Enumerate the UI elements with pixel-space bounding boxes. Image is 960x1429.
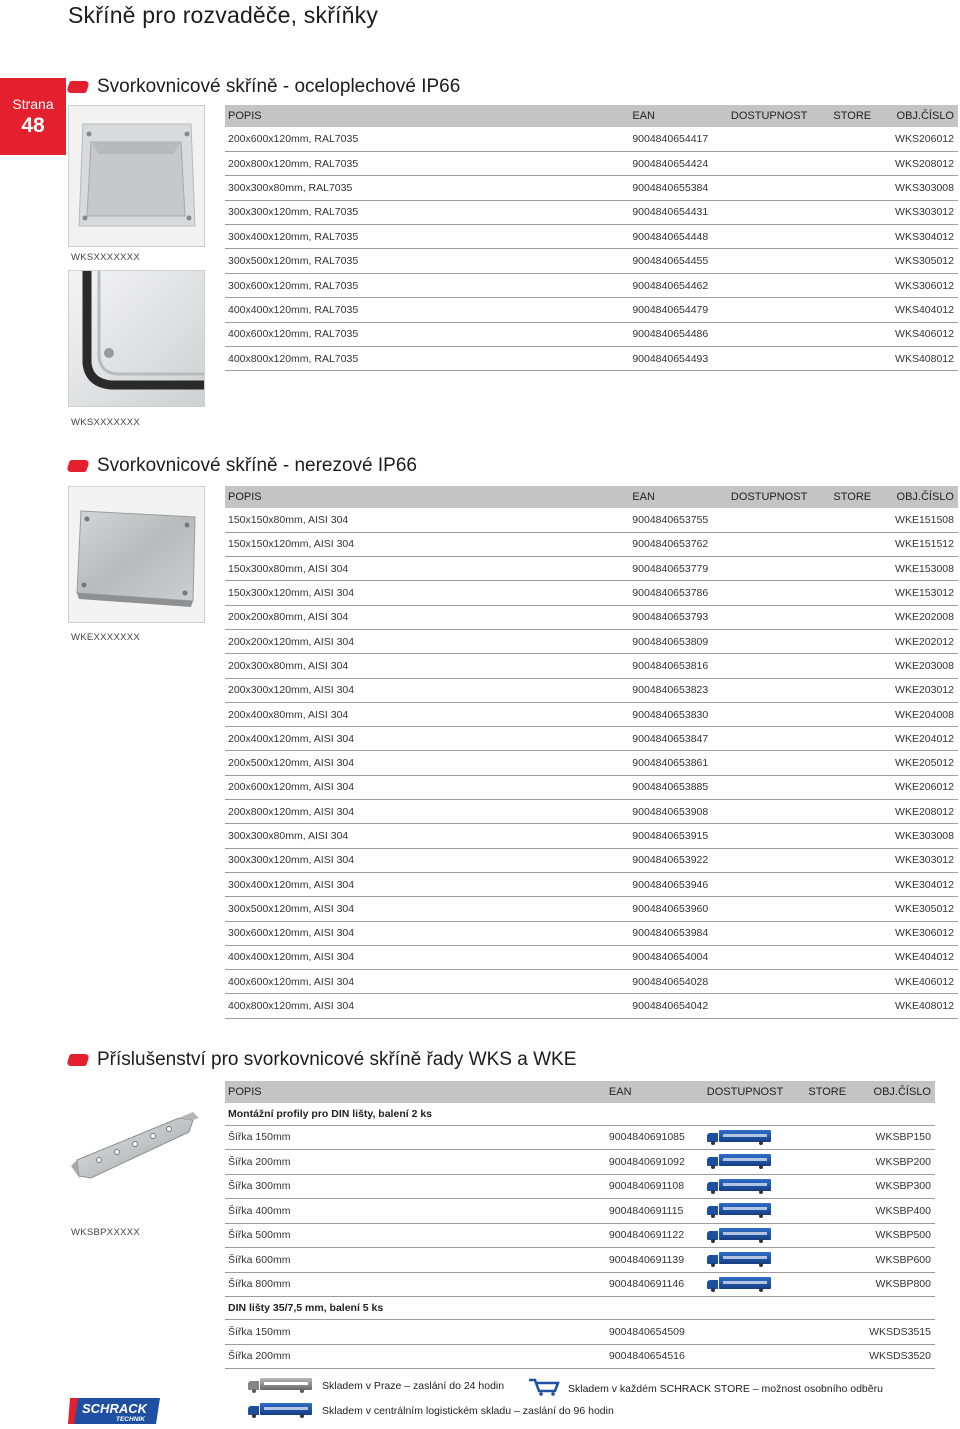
section-bullet-icon: [66, 1054, 90, 1066]
cell-store: [805, 1248, 866, 1273]
table-row: [225, 629, 958, 653]
mounting-profile-image: [68, 1081, 205, 1218]
cell-popis: 300x300x120mm, RAL7035: [228, 206, 359, 219]
cell-store: [830, 945, 892, 969]
cell-dostupnost: [704, 1344, 806, 1369]
white-truck-icon: [248, 1378, 314, 1393]
cell-store: [830, 532, 892, 556]
cell-ean: 9004840654431: [632, 206, 709, 219]
cell-store: [830, 994, 892, 1018]
col-store: STORE: [805, 1081, 866, 1103]
steel-enclosure-image: [68, 105, 205, 247]
blue-truck-icon: [707, 1154, 773, 1169]
cell-popis: 200x500x120mm, AISI 304: [228, 757, 355, 770]
cell-popis: 150x150x120mm, AISI 304: [228, 538, 355, 551]
cell-popis: 200x300x80mm, AISI 304: [228, 659, 349, 672]
cell-store: [830, 347, 892, 371]
cell-ean: 9004840653984: [632, 927, 709, 940]
cell-store: [830, 848, 892, 872]
cell-obj-cislo: WKE203008: [895, 659, 954, 672]
cell-obj-cislo: WKS305012: [895, 255, 954, 268]
cell-dostupnost: [704, 1223, 806, 1248]
cell-ean: 9004840654004: [632, 951, 709, 964]
logo-subtext: TECHNIK: [116, 1416, 145, 1423]
cell-obj-cislo: WKE151512: [895, 538, 954, 551]
cell-ean: 9004840654493: [632, 352, 709, 365]
cell-popis: 300x400x120mm, RAL7035: [228, 230, 359, 243]
cell-store: [830, 824, 892, 848]
cell-store: [830, 322, 892, 346]
schrack-logo: [68, 1398, 160, 1424]
accessory-code-label: WKSBPXXXXX: [71, 1227, 140, 1238]
table-row: [225, 605, 958, 629]
cell-ean: 9004840653830: [632, 708, 709, 721]
table-row: [225, 1199, 935, 1224]
cell-dostupnost: [728, 322, 831, 346]
cell-popis: 300x600x120mm, AISI 304: [228, 927, 355, 940]
steel-seal-image: [68, 270, 205, 407]
cell-popis: 200x800x120mm, RAL7035: [228, 157, 359, 170]
cell-ean: 9004840654516: [608, 1350, 685, 1363]
steel-code-label-2: WKSXXXXXXX: [71, 417, 140, 428]
cell-ean: 9004840653793: [632, 611, 709, 624]
col-store: STORE: [830, 486, 892, 508]
col-popis: POPIS: [225, 105, 629, 127]
cell-dostupnost: [728, 970, 831, 994]
cell-ean: 9004840653908: [632, 805, 709, 818]
cell-obj-cislo: WKS404012: [895, 303, 954, 316]
cell-store: [830, 557, 892, 581]
cell-ean: 9004840691146: [608, 1278, 685, 1291]
cell-obj-cislo: WKS306012: [895, 279, 954, 292]
cell-popis: Šířka 500mm: [228, 1229, 291, 1242]
table-row: [225, 994, 958, 1018]
cell-store: [805, 1320, 866, 1345]
cell-obj-cislo: WKS206012: [895, 132, 954, 145]
subheading-text: Montážní profily pro DIN lišty, balení 2 ks: [228, 1107, 433, 1120]
cell-ean: 9004840653885: [632, 781, 709, 794]
subheading-text: DIN lišty 35/7,5 mm, balení 5 ks: [228, 1302, 384, 1314]
cell-dostupnost: [704, 1125, 806, 1150]
cell-popis: 200x200x80mm, AISI 304: [228, 611, 349, 624]
table-row: [225, 872, 958, 896]
cell-ean: 9004840691108: [608, 1180, 685, 1193]
cell-popis: 300x600x120mm, RAL7035: [228, 279, 359, 292]
cell-obj-cislo: WKSBP300: [875, 1180, 931, 1193]
cell-ean: 9004840653816: [632, 659, 709, 672]
blue-truck-icon: [707, 1228, 773, 1243]
cell-obj-cislo: WKE208012: [895, 805, 954, 818]
table-row: [225, 751, 958, 775]
section-bullet-icon: [66, 460, 90, 472]
cell-dostupnost: [728, 727, 831, 751]
cell-obj-cislo: WKS208012: [895, 157, 954, 170]
cell-obj-cislo: WKS303008: [895, 181, 954, 194]
table-subheading-row: [225, 1297, 935, 1320]
cell-dostupnost: [728, 994, 831, 1018]
stainless-enclosure-image: [68, 486, 205, 623]
cell-popis: 150x150x80mm, AISI 304: [228, 513, 349, 526]
table-row: [225, 508, 958, 532]
table-row: [225, 727, 958, 751]
cell-ean: 9004840691122: [608, 1229, 685, 1242]
table-row: [225, 176, 958, 200]
cell-ean: 9004840653762: [632, 538, 709, 551]
cell-dostupnost: [728, 176, 831, 200]
cell-dostupnost: [728, 273, 831, 297]
cell-dostupnost: [728, 532, 831, 556]
cell-obj-cislo: WKS304012: [895, 230, 954, 243]
cell-popis: 150x300x80mm, AISI 304: [228, 562, 349, 575]
cell-store: [830, 872, 892, 896]
blue-truck-icon: [707, 1252, 773, 1267]
cell-popis: 200x300x120mm, AISI 304: [228, 684, 355, 697]
cell-popis: 400x800x120mm, RAL7035: [228, 352, 359, 365]
cell-store: [830, 298, 892, 322]
cell-store: [805, 1150, 866, 1175]
cell-dostupnost: [728, 824, 831, 848]
table-row: [225, 151, 958, 175]
steel-code-label: WKSXXXXXXX: [71, 252, 140, 263]
cell-obj-cislo: WKE204012: [895, 732, 954, 745]
table-row: [225, 800, 958, 824]
legend-prague: Skladem v Praze – zaslání do 24 hodin: [248, 1378, 504, 1393]
cell-obj-cislo: WKE406012: [895, 975, 954, 988]
cell-popis: Šířka 400mm: [228, 1204, 291, 1217]
cell-ean: 9004840654509: [608, 1325, 685, 1338]
cell-obj-cislo: WKSBP600: [875, 1253, 931, 1266]
cell-popis: 200x200x120mm, AISI 304: [228, 635, 355, 648]
cell-obj-cislo: WKSDS3520: [869, 1350, 931, 1363]
cell-ean: 9004840691115: [608, 1204, 684, 1217]
table-row: [225, 225, 958, 249]
col-ean: EAN: [606, 1081, 704, 1103]
shopping-cart-icon: [528, 1378, 560, 1399]
table-row: [225, 1272, 935, 1297]
table-row: [225, 1248, 935, 1273]
table-row: [225, 1150, 935, 1175]
table-row: [225, 921, 958, 945]
col-dostupnost: DOSTUPNOST: [728, 105, 831, 127]
table-row: [225, 298, 958, 322]
cell-dostupnost: [704, 1174, 806, 1199]
col-store: STORE: [830, 105, 892, 127]
cell-ean: 9004840653847: [632, 732, 709, 745]
cell-store: [830, 200, 892, 224]
cell-obj-cislo: WKE303012: [895, 854, 954, 867]
cell-dostupnost: [728, 629, 831, 653]
cell-dostupnost: [704, 1150, 806, 1175]
cell-ean: 9004840654486: [632, 328, 709, 341]
cell-dostupnost: [728, 848, 831, 872]
cell-obj-cislo: WKE408012: [895, 1000, 954, 1013]
cell-dostupnost: [728, 581, 831, 605]
cell-popis: 300x400x120mm, AISI 304: [228, 878, 355, 891]
table-row: [225, 127, 958, 151]
cell-popis: 150x300x120mm, AISI 304: [228, 587, 355, 600]
page-number: 48: [21, 114, 45, 137]
cell-popis: 200x600x120mm, RAL7035: [228, 132, 359, 145]
cell-store: [830, 678, 892, 702]
cell-store: [830, 581, 892, 605]
cell-dostupnost: [728, 200, 831, 224]
cell-obj-cislo: WKSBP150: [875, 1131, 931, 1144]
cell-popis: 200x800x120mm, AISI 304: [228, 805, 355, 818]
table-row: [225, 557, 958, 581]
blue-truck-icon: [707, 1179, 773, 1194]
table-row: [225, 654, 958, 678]
cell-store: [805, 1272, 866, 1297]
cell-dostupnost: [704, 1320, 806, 1345]
cell-ean: 9004840653779: [632, 562, 709, 575]
cell-obj-cislo: WKE153008: [895, 562, 954, 575]
table-row: [225, 581, 958, 605]
cell-store: [830, 702, 892, 726]
cell-obj-cislo: WKSBP200: [875, 1155, 931, 1168]
cell-obj-cislo: WKE205012: [895, 757, 954, 770]
cell-store: [830, 225, 892, 249]
cell-ean: 9004840653786: [632, 587, 709, 600]
table-row: [225, 970, 958, 994]
table-row: [225, 1223, 935, 1248]
cell-ean: 9004840653861: [632, 757, 709, 770]
blue-truck-icon: [707, 1130, 773, 1145]
cell-obj-cislo: WKE304012: [895, 878, 954, 891]
cell-dostupnost: [728, 249, 831, 273]
cell-store: [830, 897, 892, 921]
cell-popis: Šířka 600mm: [228, 1253, 291, 1266]
cell-dostupnost: [728, 751, 831, 775]
cell-store: [830, 751, 892, 775]
cell-dostupnost: [728, 654, 831, 678]
cell-store: [805, 1199, 866, 1224]
page-title: Skříně pro rozvaděče, skříňky: [68, 2, 379, 28]
cell-popis: 300x500x120mm, RAL7035: [228, 255, 359, 268]
cell-popis: Šířka 150mm: [228, 1131, 291, 1144]
table-row: [225, 1320, 935, 1345]
cell-store: [805, 1344, 866, 1369]
cell-ean: 9004840653922: [632, 854, 709, 867]
section-title-steel: Svorkovnicové skříně - oceloplechové IP66: [68, 75, 460, 99]
col-obj-cislo: OBJ.ČÍSLO: [892, 486, 958, 508]
cell-store: [830, 176, 892, 200]
cell-popis: 300x300x120mm, AISI 304: [228, 854, 355, 867]
cell-popis: 200x400x120mm, AISI 304: [228, 732, 355, 745]
stainless-enclosure-table: [225, 486, 958, 1019]
cell-popis: Šířka 200mm: [228, 1155, 291, 1168]
cell-store: [830, 508, 892, 532]
cell-ean: 9004840691139: [608, 1253, 685, 1266]
accessories-table: [225, 1081, 935, 1369]
col-popis: POPIS: [225, 486, 629, 508]
col-dostupnost: DOSTUPNOST: [728, 486, 831, 508]
cell-obj-cislo: WKE153012: [895, 587, 954, 600]
cell-ean: 9004840654455: [632, 255, 709, 268]
cell-ean: 9004840653823: [632, 684, 709, 697]
section-bullet-icon: [66, 81, 90, 93]
cell-store: [830, 629, 892, 653]
cell-store: [805, 1174, 866, 1199]
table-row: [225, 347, 958, 371]
table-row: [225, 249, 958, 273]
col-popis: POPIS: [225, 1081, 606, 1103]
cell-obj-cislo: WKS406012: [895, 328, 954, 341]
col-ean: EAN: [629, 486, 728, 508]
cell-obj-cislo: WKE206012: [895, 781, 954, 794]
cell-dostupnost: [728, 557, 831, 581]
cell-store: [830, 775, 892, 799]
cell-dostupnost: [728, 897, 831, 921]
page-number-tab: [0, 78, 66, 155]
cell-popis: 400x400x120mm, AISI 304: [228, 951, 355, 964]
cell-ean: 9004840654417: [632, 132, 709, 145]
cell-dostupnost: [728, 800, 831, 824]
table-row: [225, 322, 958, 346]
cell-dostupnost: [728, 702, 831, 726]
cell-ean: 9004840653755: [632, 513, 709, 526]
col-obj-cislo: OBJ.ČÍSLO: [866, 1081, 935, 1103]
cell-popis: 400x800x120mm, AISI 304: [228, 1000, 355, 1013]
page-tab-label: Strana: [12, 96, 54, 112]
cell-store: [830, 921, 892, 945]
table-row: [225, 1125, 935, 1150]
cell-store: [805, 1223, 866, 1248]
cell-ean: 9004840653809: [632, 635, 709, 648]
cell-store: [830, 151, 892, 175]
cell-ean: 9004840653946: [632, 878, 709, 891]
cell-ean: 9004840653960: [632, 902, 709, 915]
table-row: [225, 1174, 935, 1199]
table-row: [225, 775, 958, 799]
cell-ean: 9004840654042: [632, 1000, 709, 1013]
cell-popis: 300x500x120mm, AISI 304: [228, 902, 355, 915]
cell-obj-cislo: WKSBP500: [875, 1229, 931, 1242]
stainless-code-label: WKEXXXXXXX: [71, 632, 140, 643]
table-row: [225, 678, 958, 702]
col-obj-cislo: OBJ.ČÍSLO: [892, 105, 958, 127]
cell-popis: 300x300x80mm, RAL7035: [228, 181, 353, 194]
table-row: [225, 702, 958, 726]
legend-central: Skladem v centrálním logistickém skladu – zaslání do 96 hodin: [248, 1403, 614, 1418]
section-title-stainless: Svorkovnicové skříně - nerezové IP66: [68, 454, 417, 478]
cell-ean: 9004840691085: [608, 1131, 685, 1144]
cell-obj-cislo: WKSBP800: [875, 1278, 931, 1291]
cell-ean: 9004840653915: [632, 830, 709, 842]
cell-obj-cislo: WKE204008: [895, 708, 954, 721]
cell-ean: 9004840654424: [632, 157, 709, 170]
cell-dostupnost: [728, 347, 831, 371]
table-row: [225, 848, 958, 872]
cell-ean: 9004840691092: [608, 1155, 685, 1168]
cell-store: [830, 800, 892, 824]
cell-dostupnost: [728, 921, 831, 945]
cell-obj-cislo: WKE404012: [895, 951, 954, 964]
cell-dostupnost: [728, 298, 831, 322]
cell-obj-cislo: WKE151508: [895, 513, 954, 526]
cell-ean: 9004840655384: [632, 181, 709, 194]
cell-dostupnost: [704, 1272, 806, 1297]
cell-obj-cislo: WKE303008: [895, 830, 954, 842]
cell-popis: Šířka 300mm: [228, 1180, 291, 1193]
cell-obj-cislo: WKSBP400: [875, 1204, 931, 1217]
cell-ean: 9004840654028: [632, 975, 709, 988]
cell-popis: Šířka 150mm: [228, 1325, 291, 1338]
cell-obj-cislo: WKE203012: [895, 684, 954, 697]
col-ean: EAN: [629, 105, 728, 127]
table-subheading-row: [225, 1103, 935, 1125]
cell-store: [830, 727, 892, 751]
cell-obj-cislo: WKS303012: [895, 206, 954, 219]
cell-popis: 200x400x80mm, AISI 304: [228, 708, 349, 721]
cell-popis: Šířka 800mm: [228, 1278, 291, 1291]
cell-store: [830, 127, 892, 151]
cell-dostupnost: [704, 1248, 806, 1273]
cell-store: [830, 970, 892, 994]
table-row: [225, 200, 958, 224]
cell-store: [830, 249, 892, 273]
cell-obj-cislo: WKE202008: [895, 611, 954, 624]
cell-obj-cislo: WKS408012: [895, 352, 954, 365]
cell-dostupnost: [728, 508, 831, 532]
cell-popis: 400x600x120mm, RAL7035: [228, 328, 359, 341]
cell-obj-cislo: WKE305012: [895, 902, 954, 915]
cell-dostupnost: [728, 605, 831, 629]
table-header-row: [225, 486, 958, 508]
cell-dostupnost: [728, 225, 831, 249]
table-row: [225, 824, 958, 848]
section-title-accessories: Příslušenství pro svorkovnicové skříně řady WKS a WKE: [68, 1048, 576, 1072]
cell-ean: 9004840654479: [632, 303, 709, 316]
blue-truck-icon: [707, 1277, 773, 1292]
table-header-row: [225, 1081, 935, 1103]
table-row: [225, 897, 958, 921]
cell-popis: 400x600x120mm, AISI 304: [228, 975, 355, 988]
blue-truck-icon: [248, 1403, 314, 1418]
cell-obj-cislo: WKE202012: [895, 635, 954, 648]
cell-popis: 400x400x120mm, RAL7035: [228, 303, 359, 316]
cell-ean: 9004840654462: [632, 279, 709, 292]
legend-store: Skladem v každém SCHRACK STORE – možnost osobního odběru: [528, 1378, 883, 1399]
cell-obj-cislo: WKSDS3515: [869, 1325, 931, 1338]
steel-enclosure-table: [225, 105, 958, 371]
cell-obj-cislo: WKE306012: [895, 927, 954, 940]
cell-dostupnost: [728, 775, 831, 799]
cell-dostupnost: [728, 678, 831, 702]
table-row: [225, 532, 958, 556]
cell-popis: 300x300x80mm, AISI 304: [228, 830, 349, 842]
cell-ean: 9004840654448: [632, 230, 709, 243]
cell-store: [830, 273, 892, 297]
cell-dostupnost: [728, 151, 831, 175]
cell-store: [830, 654, 892, 678]
blue-truck-icon: [707, 1203, 773, 1218]
logo-text: SCHRACK: [82, 1401, 147, 1416]
cell-popis: Šířka 200mm: [228, 1350, 291, 1363]
cell-popis: 200x600x120mm, AISI 304: [228, 781, 355, 794]
cell-dostupnost: [728, 872, 831, 896]
col-dostupnost: DOSTUPNOST: [704, 1081, 806, 1103]
cell-store: [805, 1125, 866, 1150]
table-row: [225, 273, 958, 297]
table-header-row: [225, 105, 958, 127]
cell-dostupnost: [704, 1199, 806, 1224]
table-row: [225, 945, 958, 969]
cell-dostupnost: [728, 945, 831, 969]
table-row: [225, 1344, 935, 1369]
cell-dostupnost: [728, 127, 831, 151]
cell-store: [830, 605, 892, 629]
